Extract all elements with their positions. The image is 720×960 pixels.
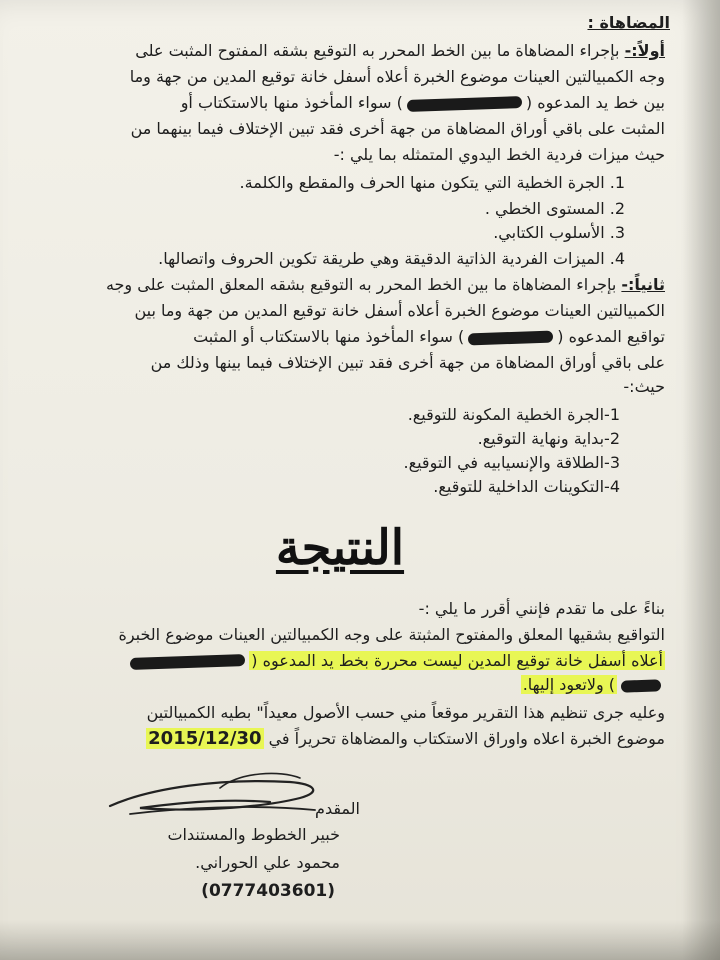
second-text-1: بإجراء المضاهاة ما بين الخط المحرر به التوقيع بشقه المعلق المثبت على وجه bbox=[105, 275, 617, 294]
result-line-4: وعليه جرى تنظيم هذا التقرير موقعاً مني حسب الأصول معيداً" بطيه الكمبيالتين bbox=[146, 703, 665, 722]
page-bottom-shadow bbox=[0, 920, 720, 960]
first-item-3: 3. الأسلوب الكتابي. bbox=[493, 223, 625, 242]
first-item-2: 2. المستوى الخطي . bbox=[484, 199, 625, 218]
second-text-3a: تواقيع المدعوه ( bbox=[557, 327, 665, 346]
result-text-5: موضوع الخبرة اعلاه واوراق الاستكتاب والمضاهاة تحريراً في bbox=[268, 729, 665, 748]
second-item-2: 2-بداية ونهاية التوقيع. bbox=[477, 429, 620, 448]
page-edge-shadow bbox=[682, 0, 720, 960]
second-line-3 bbox=[193, 326, 665, 348]
report-date: 2015/12/30 bbox=[148, 728, 262, 749]
redaction-mark bbox=[407, 95, 522, 111]
second-text-3b: ) سواء المأخوذ منها بالاستكتاب أو المثبت bbox=[193, 327, 465, 346]
second-line-4: على باقي أوراق المضاهاة من جهة أخرى فقد تبين الإختلاف فيما بينها وذلك من bbox=[150, 353, 665, 372]
redaction-mark bbox=[621, 679, 661, 692]
first-line-5: حيث ميزات فردية الخط اليدوي المتمثله بما يلي :- bbox=[333, 145, 665, 164]
section-heading: المضاهاة : bbox=[587, 13, 670, 32]
first-item-1: 1. الجرة الخطية التي يتكون منها الحرف والمقطع والكلمة. bbox=[239, 173, 625, 192]
redaction-mark bbox=[130, 653, 245, 669]
redaction-mark bbox=[468, 330, 553, 345]
highlighted-text: أعلاه أسفل خانة توقيع المدين ليست محررة بخط يد المدعوه ( bbox=[251, 651, 663, 670]
second-item-4: 4-التكوينات الداخلية للتوقيع. bbox=[433, 477, 620, 496]
first-text-1: بإجراء المضاهاة ما بين الخط المحرر به التوقيع بشقه المفتوح المثبت على bbox=[135, 41, 620, 60]
first-line-4: المثبت على باقي أوراق المضاهاة من جهة أخرى فقد تبين الإختلاف فيما بينهما من bbox=[130, 119, 665, 138]
result-title: النتيجة bbox=[275, 520, 405, 576]
result-intro: بناءً على ما تقدم فإنني أقرر ما يلي :- bbox=[418, 599, 665, 618]
first-text-3a: بين خط يد المدعوه ( bbox=[525, 93, 665, 112]
second-label: ثانياً:- bbox=[621, 275, 665, 294]
first-text-3b: ) سواء المأخوذ منها بالاستكتاب أو bbox=[180, 93, 403, 112]
result-line-2 bbox=[126, 650, 665, 672]
second-item-3: 3-الطلاقة والإنسيابيه في التوقيع. bbox=[403, 453, 620, 472]
second-item-1: 1-الجرة الخطية المكونة للتوقيع. bbox=[407, 405, 620, 424]
first-label: أولاً:- bbox=[624, 41, 665, 60]
first-line-2: وجه الكمبيالتين العينات موضوع الخبرة أعلاه أسفل خانة توقيع المدين من جهة وما bbox=[129, 67, 665, 86]
second-line-5: حيث:- bbox=[623, 377, 665, 396]
result-line-3 bbox=[521, 674, 665, 696]
second-line-2: الكمبيالتين العينات موضوع الخبرة أعلاه أسفل خانة توقيع المدين من جهة وما بين bbox=[134, 301, 665, 320]
highlighted-text: ) ولاتعود إليها. bbox=[522, 675, 615, 694]
result-line-1: التواقيع بشقيها المعلق والمفتوح المثبتة على وجه الكمبيالتين العينات موضوع الخبرة bbox=[118, 625, 665, 644]
signature-role: المقدم bbox=[315, 799, 360, 818]
signature-phone: (0777403601) bbox=[201, 881, 335, 901]
first-item-4: 4. الميزات الفردية الذاتية الدقيقة وهي طريقة تكوين الحروف واتصالها. bbox=[158, 249, 625, 268]
signature-name: محمود علي الحوراني. bbox=[195, 853, 340, 872]
second-line-1 bbox=[106, 274, 665, 296]
first-line-1 bbox=[135, 40, 665, 62]
first-line-3 bbox=[181, 92, 665, 114]
signature-title: خبير الخطوط والمستندات bbox=[167, 825, 340, 844]
result-line-5 bbox=[146, 728, 665, 750]
